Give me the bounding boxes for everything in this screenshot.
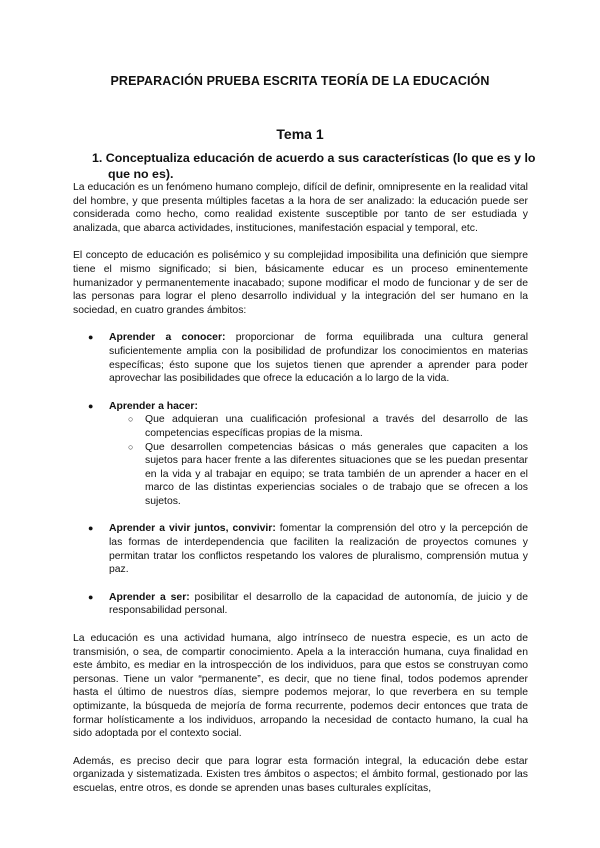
bullet-term: Aprender a hacer: <box>109 400 198 412</box>
document-body <box>73 181 528 796</box>
bullet-text: proporcionar de forma equilibrada una cultura general suficientemente amplia con la posibilidad de profundizar los conocimientos en materias específicas; ésto supone que los sujetos tienen que aprender a aprender para poder aprovechar las posibilidades que ofrece la educación a lo largo de la vida. <box>109 332 529 385</box>
sub-bullet-text: Que adquieran una cualificación profesional a través del desarrollo de las competencias específicas propias de la misma. <box>145 414 528 439</box>
paragraph-intro: La educación es un fenómeno humano complejo, difícil de definir, omnipresente en la realidad vital del hombre, y que presenta múltiples facetas a la hora de ser analizado: la educación puede ser considerada como hecho, como realidad existente susceptible por tanto de ser estudiada y analizada, que abarca actividades, instituciones, manifestación espacial y temporal, etc. <box>73 182 528 234</box>
bullet-item <box>73 591 528 618</box>
bullet-dot-icon: ● <box>88 591 94 602</box>
bullet-item <box>73 400 528 414</box>
sub-bullet-text: Que desarrollen competencias básicas o más generales que capaciten a los sujetos para hacer frente a las diferentes situaciones que se les puedan presentar en la vida y al trabajar en equipo; se trata también de un aprender a hacer en el marco de las distintas experiencias sociales o de trabajo que se ofrecen a los sujetos. <box>145 441 528 507</box>
bullet-circle-icon: ○ <box>128 441 134 452</box>
document-title: PREPARACIÓN PRUEBA ESCRITA TEORÍA DE LA EDUCACIÓN <box>110 74 490 88</box>
bullet-circle-icon: ○ <box>128 414 134 425</box>
paragraph-activity: La educación es una actividad humana, algo intrínseco de nuestra especie, es un acto de transmisión, o sea, de compartir conocimiento. Apela a la interacción humana, cuya finalidad en este ámbito, es mediar en la introspección de los individuos, para que estos se construyan como personas. Tiene un valor “permanente”, es decir, que no tiene final, todos podemos aprender hasta el último de nuestros días, siempre podemos mejorar, lo que reverbera en su temple optimizante, la búsqueda de mejoría de forma recurrente, podemos decir entonces que trata de formar holísticamente a los individuos, arropando la necesidad de contacto humano, la cual ha sido adoptada por el contexto social. <box>73 633 528 740</box>
bullet-term: Aprender a vivir juntos, convivir: <box>109 523 276 535</box>
section-title: Tema 1 <box>276 126 324 142</box>
sub-bullet-item <box>73 413 528 440</box>
paragraph-concept: El concepto de educación es polisémico y su complejidad imposibilita una definición que siempre tiene el mismo significado; si bien, básicamente educar es un proceso eminentemente humanizador y permanentemente inacabado; supone modificar el modo de funcionar y de ser de las personas para lograr el pleno desarrollo individual y la integración del ser humano en la sociedad, en cuatro grandes ámbitos: <box>73 250 528 316</box>
bullet-term: Aprender a conocer: <box>109 332 226 344</box>
bullet-text: fomentar la comprensión del otro y la percepción de las formas de interdependencia que faciliten la realización de proyectos comunes y permitan tratar los conflictos respetando los valores de pluralismo, comprensión mutua y paz. <box>109 523 528 576</box>
bullet-item <box>73 522 528 576</box>
paragraph-organization: Además, es preciso decir que para lograr esta formación integral, la educación debe estar organizada y sistematizada. Existen tres ámbitos o aspectos; el ámbito formal, gestionado por las escuelas, entre otros, es donde se aprenden unas bases culturales explícitas, <box>73 755 528 794</box>
bullet-dot-icon: ● <box>88 332 94 343</box>
sub-bullet-item <box>73 441 528 509</box>
bullet-text: posibilitar el desarrollo de la capacidad de autonomía, de juicio y de responsabilidad personal. <box>109 591 528 617</box>
question-heading: 1. Conceptualiza educación de acuerdo a sus características (lo que es y lo que no es). <box>92 151 536 181</box>
bullet-dot-icon: ● <box>88 523 94 534</box>
bullet-dot-icon: ● <box>88 400 94 411</box>
bullet-item <box>73 331 528 385</box>
bullet-term: Aprender a ser: <box>109 591 190 603</box>
